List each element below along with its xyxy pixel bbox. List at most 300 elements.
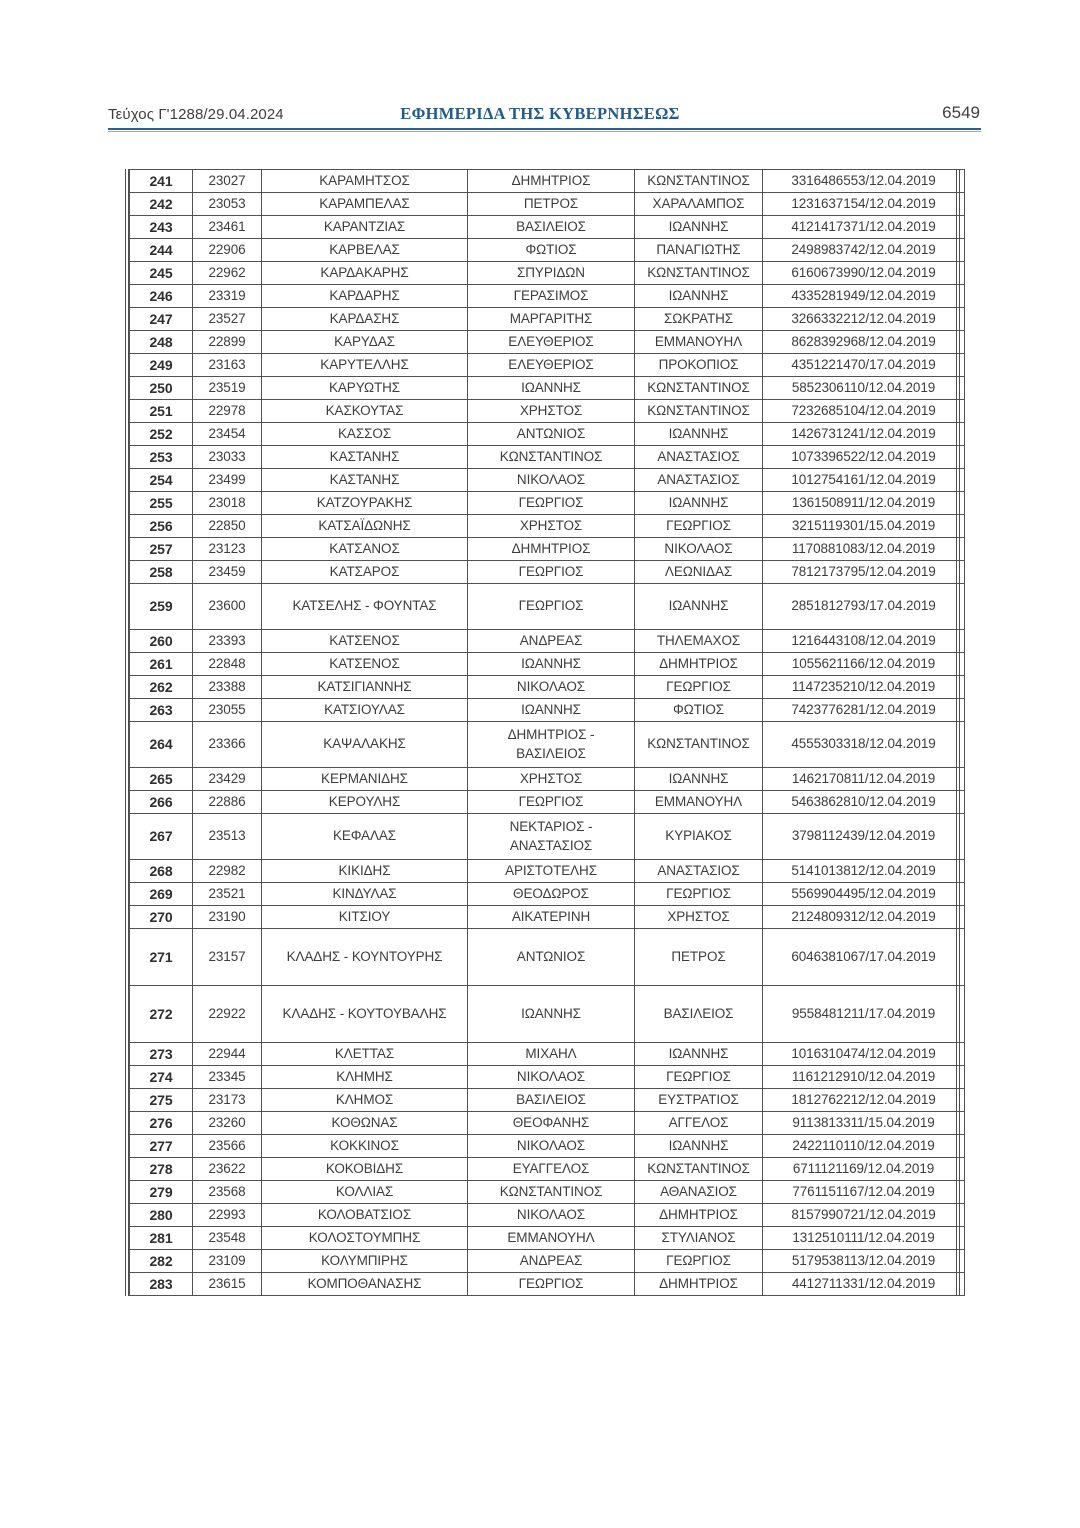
surname-cell: ΚΕΦΑΛΑΣ [262, 814, 468, 860]
first-name-cell: ΑΝΤΩΝΙΟΣ [468, 929, 635, 986]
row-number-cell: 246 [130, 285, 193, 308]
table-row [130, 1112, 965, 1135]
registry-id-cell: 22906 [193, 239, 262, 262]
table-row [130, 1158, 965, 1181]
surname-cell: ΚΟΘΩΝΑΣ [262, 1112, 468, 1135]
table-row [130, 630, 965, 653]
protocol-date-cell: 4351221470/17.04.2019 [763, 354, 965, 377]
row-number-cell: 267 [130, 814, 193, 860]
first-name-cell: ΝΙΚΟΛΑΟΣ [468, 1204, 635, 1227]
table-row [130, 1204, 965, 1227]
first-name-cell: ΓΕΩΡΓΙΟΣ [468, 791, 635, 814]
first-name-cell: ΘΕΟΦΑΝΗΣ [468, 1112, 635, 1135]
row-number-cell: 272 [130, 986, 193, 1043]
first-name-cell: ΝΙΚΟΛΑΟΣ [468, 676, 635, 699]
row-number-cell: 261 [130, 653, 193, 676]
surname-cell: ΚΑΡΥΔΑΣ [262, 331, 468, 354]
father-name-cell: ΚΩΝΣΤΑΝΤΙΝΟΣ [635, 400, 763, 423]
father-name-cell: ΓΕΩΡΓΙΟΣ [635, 1066, 763, 1089]
row-number-cell: 270 [130, 906, 193, 929]
protocol-date-cell: 1055621166/12.04.2019 [763, 653, 965, 676]
first-name-cell: ΓΕΩΡΓΙΟΣ [468, 1273, 635, 1296]
protocol-date-cell: 7423776281/12.04.2019 [763, 699, 965, 722]
table-row [130, 262, 965, 285]
first-name-cell: ΦΩΤΙΟΣ [468, 239, 635, 262]
table-row [130, 285, 965, 308]
table-row [130, 446, 965, 469]
protocol-date-cell: 1170881083/12.04.2019 [763, 538, 965, 561]
protocol-date-cell: 3798112439/12.04.2019 [763, 814, 965, 860]
father-name-cell: ΤΗΛΕΜΑΧΟΣ [635, 630, 763, 653]
first-name-cell: ΓΕΡΑΣΙΜΟΣ [468, 285, 635, 308]
registry-id-cell: 23568 [193, 1181, 262, 1204]
row-number-cell: 252 [130, 423, 193, 446]
surname-cell: ΚΑΨΑΛΑΚΗΣ [262, 722, 468, 768]
protocol-date-cell: 3316486553/12.04.2019 [763, 170, 965, 193]
father-name-cell: ΑΝΑΣΤΑΣΙΟΣ [635, 446, 763, 469]
protocol-date-cell: 1462170811/12.04.2019 [763, 768, 965, 791]
protocol-date-cell: 1426731241/12.04.2019 [763, 423, 965, 446]
surname-cell: ΚΑΡΑΝΤΖΙΑΣ [262, 216, 468, 239]
first-name-cell: ΧΡΗΣΤΟΣ [468, 768, 635, 791]
table-row [130, 1089, 965, 1112]
father-name-cell: ΙΩΑΝΝΗΣ [635, 768, 763, 791]
protocol-date-cell: 5179538113/12.04.2019 [763, 1250, 965, 1273]
surname-cell: ΚΑΡΑΜΠΕΛΑΣ [262, 193, 468, 216]
registry-id-cell: 23319 [193, 285, 262, 308]
surname-cell: ΚΑΡΥΩΤΗΣ [262, 377, 468, 400]
protocol-date-cell: 6046381067/17.04.2019 [763, 929, 965, 986]
father-name-cell: ΣΤΥΛΙΑΝΟΣ [635, 1227, 763, 1250]
father-name-cell: ΑΝΑΣΤΑΣΙΟΣ [635, 860, 763, 883]
registry-table-wrapper [125, 169, 960, 1296]
row-number-cell: 280 [130, 1204, 193, 1227]
table-row [130, 400, 965, 423]
father-name-cell: ΧΡΗΣΤΟΣ [635, 906, 763, 929]
registry-id-cell: 23454 [193, 423, 262, 446]
row-number-cell: 258 [130, 561, 193, 584]
row-number-cell: 241 [130, 170, 193, 193]
registry-id-cell: 23123 [193, 538, 262, 561]
registry-id-cell: 22978 [193, 400, 262, 423]
protocol-date-cell: 2498983742/12.04.2019 [763, 239, 965, 262]
first-name-cell: ΣΠΥΡΙΔΩΝ [468, 262, 635, 285]
table-row [130, 469, 965, 492]
father-name-cell: ΙΩΑΝΝΗΣ [635, 423, 763, 446]
protocol-date-cell: 6160673990/12.04.2019 [763, 262, 965, 285]
surname-cell: ΚΕΡΟΥΛΗΣ [262, 791, 468, 814]
registry-id-cell: 23157 [193, 929, 262, 986]
table-row [130, 722, 965, 768]
first-name-cell: ΓΕΩΡΓΙΟΣ [468, 561, 635, 584]
row-number-cell: 273 [130, 1043, 193, 1066]
father-name-cell: ΓΕΩΡΓΙΟΣ [635, 515, 763, 538]
first-name-cell: ΧΡΗΣΤΟΣ [468, 515, 635, 538]
row-number-cell: 257 [130, 538, 193, 561]
protocol-date-cell: 4555303318/12.04.2019 [763, 722, 965, 768]
table-row [130, 1227, 965, 1250]
first-name-cell: ΜΙΧΑΗΛ [468, 1043, 635, 1066]
protocol-date-cell: 1812762212/12.04.2019 [763, 1089, 965, 1112]
father-name-cell: ΑΓΓΕΛΟΣ [635, 1112, 763, 1135]
father-name-cell: ΠΡΟΚΟΠΙΟΣ [635, 354, 763, 377]
protocol-date-cell: 2851812793/17.04.2019 [763, 584, 965, 630]
registry-id-cell: 22982 [193, 860, 262, 883]
father-name-cell: ΒΑΣΙΛΕΙΟΣ [635, 986, 763, 1043]
header-rule-dark-line [108, 128, 981, 130]
father-name-cell: ΚΩΝΣΤΑΝΤΙΝΟΣ [635, 722, 763, 768]
table-row [130, 1273, 965, 1296]
father-name-cell: ΕΜΜΑΝΟΥΗΛ [635, 331, 763, 354]
row-number-cell: 268 [130, 860, 193, 883]
father-name-cell: ΙΩΑΝΝΗΣ [635, 216, 763, 239]
father-name-cell: ΚΩΝΣΤΑΝΤΙΝΟΣ [635, 1158, 763, 1181]
registry-id-cell: 22944 [193, 1043, 262, 1066]
registry-table [129, 169, 965, 1296]
registry-id-cell: 23388 [193, 676, 262, 699]
registry-id-cell: 22886 [193, 791, 262, 814]
table-row [130, 814, 965, 860]
table-row [130, 561, 965, 584]
table-row [130, 1135, 965, 1158]
table-row [130, 906, 965, 929]
surname-cell: ΚΟΛΟΣΤΟΥΜΠΗΣ [262, 1227, 468, 1250]
surname-cell: ΚΑΡΑΜΗΤΣΟΣ [262, 170, 468, 193]
row-number-cell: 262 [130, 676, 193, 699]
surname-cell: ΚΙΤΣΙΟΥ [262, 906, 468, 929]
registry-id-cell: 23499 [193, 469, 262, 492]
father-name-cell: ΝΙΚΟΛΑΟΣ [635, 538, 763, 561]
page-number: 6549 [942, 103, 980, 122]
row-number-cell: 282 [130, 1250, 193, 1273]
row-number-cell: 254 [130, 469, 193, 492]
registry-id-cell: 23527 [193, 308, 262, 331]
row-number-cell: 271 [130, 929, 193, 986]
protocol-date-cell: 7812173795/12.04.2019 [763, 561, 965, 584]
father-name-cell: ΕΜΜΑΝΟΥΗΛ [635, 791, 763, 814]
registry-id-cell: 23345 [193, 1066, 262, 1089]
protocol-date-cell: 5569904495/12.04.2019 [763, 883, 965, 906]
first-name-cell: ΝΙΚΟΛΑΟΣ [468, 1135, 635, 1158]
surname-cell: ΚΛΕΤΤΑΣ [262, 1043, 468, 1066]
registry-id-cell: 23519 [193, 377, 262, 400]
registry-id-cell: 23033 [193, 446, 262, 469]
row-number-cell: 247 [130, 308, 193, 331]
first-name-cell: ΝΙΚΟΛΑΟΣ [468, 1066, 635, 1089]
row-number-cell: 250 [130, 377, 193, 400]
registry-id-cell: 23513 [193, 814, 262, 860]
surname-cell: ΚΟΜΠΟΘΑΝΑΣΗΣ [262, 1273, 468, 1296]
surname-cell: ΚΟΚΟΒΙΔΗΣ [262, 1158, 468, 1181]
registry-id-cell: 23109 [193, 1250, 262, 1273]
registry-id-cell: 23055 [193, 699, 262, 722]
father-name-cell: ΔΗΜΗΤΡΙΟΣ [635, 1204, 763, 1227]
surname-cell: ΚΛΑΔΗΣ - ΚΟΥΤΟΥΒΑΛΗΣ [262, 986, 468, 1043]
protocol-date-cell: 1361508911/12.04.2019 [763, 492, 965, 515]
row-number-cell: 264 [130, 722, 193, 768]
table-row [130, 423, 965, 446]
father-name-cell: ΙΩΑΝΝΗΣ [635, 285, 763, 308]
surname-cell: ΚΑΣΣΟΣ [262, 423, 468, 446]
first-name-cell: ΕΛΕΥΘΕΡΙΟΣ [468, 354, 635, 377]
registry-id-cell: 23366 [193, 722, 262, 768]
table-row [130, 239, 965, 262]
first-name-cell: ΑΡΙΣΤΟΤΕΛΗΣ [468, 860, 635, 883]
father-name-cell: ΔΗΜΗΤΡΙΟΣ [635, 653, 763, 676]
header-rule [108, 128, 981, 132]
registry-id-cell: 23027 [193, 170, 262, 193]
registry-id-cell: 23018 [193, 492, 262, 515]
row-number-cell: 249 [130, 354, 193, 377]
table-row [130, 1181, 965, 1204]
first-name-cell: ΠΕΤΡΟΣ [468, 193, 635, 216]
table-row [130, 492, 965, 515]
father-name-cell: ΚΩΝΣΤΑΝΤΙΝΟΣ [635, 377, 763, 400]
row-number-cell: 251 [130, 400, 193, 423]
protocol-date-cell: 3266332212/12.04.2019 [763, 308, 965, 331]
registry-id-cell: 22993 [193, 1204, 262, 1227]
surname-cell: ΚΟΚΚΙΝΟΣ [262, 1135, 468, 1158]
first-name-cell: ΑΙΚΑΤΕΡΙΝΗ [468, 906, 635, 929]
protocol-date-cell: 2124809312/12.04.2019 [763, 906, 965, 929]
surname-cell: ΚΑΡΔΑΣΗΣ [262, 308, 468, 331]
surname-cell: ΚΑΤΖΟΥΡΑΚΗΣ [262, 492, 468, 515]
surname-cell: ΚΟΛΥΜΠΙΡΗΣ [262, 1250, 468, 1273]
protocol-date-cell: 5852306110/12.04.2019 [763, 377, 965, 400]
first-name-cell: ΝΙΚΟΛΑΟΣ [468, 469, 635, 492]
first-name-cell: ΒΑΣΙΛΕΙΟΣ [468, 1089, 635, 1112]
father-name-cell: ΚΩΝΣΤΑΝΤΙΝΟΣ [635, 170, 763, 193]
table-row [130, 986, 965, 1043]
protocol-date-cell: 9558481211/17.04.2019 [763, 986, 965, 1043]
registry-id-cell: 22922 [193, 986, 262, 1043]
row-number-cell: 263 [130, 699, 193, 722]
table-row [130, 791, 965, 814]
table-row [130, 216, 965, 239]
registry-id-cell: 23600 [193, 584, 262, 630]
table-row [130, 1043, 965, 1066]
surname-cell: ΚΑΤΣΕΝΟΣ [262, 653, 468, 676]
protocol-date-cell: 1312510111/12.04.2019 [763, 1227, 965, 1250]
row-number-cell: 269 [130, 883, 193, 906]
surname-cell: ΚΑΤΣΑΪΔΩΝΗΣ [262, 515, 468, 538]
registry-id-cell: 23622 [193, 1158, 262, 1181]
father-name-cell: ΛΕΩΝΙΔΑΣ [635, 561, 763, 584]
row-number-cell: 278 [130, 1158, 193, 1181]
registry-id-cell: 22848 [193, 653, 262, 676]
surname-cell: ΚΟΛΛΙΑΣ [262, 1181, 468, 1204]
protocol-date-cell: 4335281949/12.04.2019 [763, 285, 965, 308]
header-rule-light-line [108, 131, 981, 132]
issue-label: Τεύχος Γ'1288/29.04.2024 [108, 106, 284, 123]
row-number-cell: 274 [130, 1066, 193, 1089]
surname-cell: ΚΑΤΣΕΛΗΣ - ΦΟΥΝΤΑΣ [262, 584, 468, 630]
registry-id-cell: 23429 [193, 768, 262, 791]
surname-cell: ΚΕΡΜΑΝΙΔΗΣ [262, 768, 468, 791]
protocol-date-cell: 4121417371/12.04.2019 [763, 216, 965, 239]
table-row [130, 331, 965, 354]
table-row [130, 193, 965, 216]
first-name-cell: ΙΩΑΝΝΗΣ [468, 377, 635, 400]
protocol-date-cell: 7232685104/12.04.2019 [763, 400, 965, 423]
surname-cell: ΚΑΤΣΙΟΥΛΑΣ [262, 699, 468, 722]
row-number-cell: 259 [130, 584, 193, 630]
row-number-cell: 279 [130, 1181, 193, 1204]
gazette-title: ΕΦΗΜΕΡΙΔΑ ΤΗΣ ΚΥΒΕΡΝΗΣΕΩΣ [400, 104, 680, 123]
father-name-cell: ΔΗΜΗΤΡΙΟΣ [635, 1273, 763, 1296]
first-name-cell: ΙΩΑΝΝΗΣ [468, 699, 635, 722]
protocol-date-cell: 5141013812/12.04.2019 [763, 860, 965, 883]
first-name-cell: ΔΗΜΗΤΡΙΟΣ [468, 170, 635, 193]
protocol-date-cell: 8157990721/12.04.2019 [763, 1204, 965, 1227]
table-row [130, 1250, 965, 1273]
registry-id-cell: 22899 [193, 331, 262, 354]
father-name-cell: ΙΩΑΝΝΗΣ [635, 584, 763, 630]
registry-id-cell: 23393 [193, 630, 262, 653]
first-name-cell: ΙΩΑΝΝΗΣ [468, 986, 635, 1043]
row-number-cell: 277 [130, 1135, 193, 1158]
first-name-cell: ΜΑΡΓΑΡΙΤΗΣ [468, 308, 635, 331]
table-row [130, 860, 965, 883]
father-name-cell: ΙΩΑΝΝΗΣ [635, 1043, 763, 1066]
row-number-cell: 265 [130, 768, 193, 791]
row-number-cell: 275 [130, 1089, 193, 1112]
registry-id-cell: 23566 [193, 1135, 262, 1158]
protocol-date-cell: 3215119301/15.04.2019 [763, 515, 965, 538]
row-number-cell: 256 [130, 515, 193, 538]
registry-id-cell: 22850 [193, 515, 262, 538]
surname-cell: ΚΟΛΟΒΑΤΣΙΟΣ [262, 1204, 468, 1227]
row-number-cell: 242 [130, 193, 193, 216]
first-name-cell: ΓΕΩΡΓΙΟΣ [468, 584, 635, 630]
surname-cell: ΚΛΗΜΟΣ [262, 1089, 468, 1112]
registry-id-cell: 23260 [193, 1112, 262, 1135]
surname-cell: ΚΑΡΔΑΡΗΣ [262, 285, 468, 308]
table-row [130, 653, 965, 676]
surname-cell: ΚΑΡΥΤΕΛΛΗΣ [262, 354, 468, 377]
row-number-cell: 253 [130, 446, 193, 469]
father-name-cell: ΣΩΚΡΑΤΗΣ [635, 308, 763, 331]
registry-id-cell: 23521 [193, 883, 262, 906]
surname-cell: ΚΑΡΒΕΛΑΣ [262, 239, 468, 262]
registry-table-body [130, 170, 965, 1296]
registry-id-cell: 23163 [193, 354, 262, 377]
registry-id-cell: 23459 [193, 561, 262, 584]
protocol-date-cell: 1147235210/12.04.2019 [763, 676, 965, 699]
registry-id-cell: 23615 [193, 1273, 262, 1296]
protocol-date-cell: 1012754161/12.04.2019 [763, 469, 965, 492]
father-name-cell: ΕΥΣΤΡΑΤΙΟΣ [635, 1089, 763, 1112]
father-name-cell: ΦΩΤΙΟΣ [635, 699, 763, 722]
row-number-cell: 281 [130, 1227, 193, 1250]
table-row [130, 883, 965, 906]
surname-cell: ΚΛΑΔΗΣ - ΚΟΥΝΤΟΥΡΗΣ [262, 929, 468, 986]
registry-id-cell: 23190 [193, 906, 262, 929]
table-row [130, 377, 965, 400]
first-name-cell: ΒΑΣΙΛΕΙΟΣ [468, 216, 635, 239]
surname-cell: ΚΑΣΚΟΥΤΑΣ [262, 400, 468, 423]
father-name-cell: ΙΩΑΝΝΗΣ [635, 492, 763, 515]
surname-cell: ΚΛΗΜΗΣ [262, 1066, 468, 1089]
table-row [130, 584, 965, 630]
table-row [130, 768, 965, 791]
table-row [130, 515, 965, 538]
first-name-cell: ΑΝΤΩΝΙΟΣ [468, 423, 635, 446]
table-row [130, 1066, 965, 1089]
first-name-cell: ΙΩΑΝΝΗΣ [468, 653, 635, 676]
registry-id-cell: 23173 [193, 1089, 262, 1112]
surname-cell: ΚΙΚΙΔΗΣ [262, 860, 468, 883]
protocol-date-cell: 2422110110/12.04.2019 [763, 1135, 965, 1158]
surname-cell: ΚΑΤΣΑΡΟΣ [262, 561, 468, 584]
row-number-cell: 255 [130, 492, 193, 515]
first-name-cell: ΧΡΗΣΤΟΣ [468, 400, 635, 423]
protocol-date-cell: 4412711331/12.04.2019 [763, 1273, 965, 1296]
table-row [130, 170, 965, 193]
surname-cell: ΚΑΡΔΑΚΑΡΗΣ [262, 262, 468, 285]
protocol-date-cell: 9113813311/15.04.2019 [763, 1112, 965, 1135]
protocol-date-cell: 5463862810/12.04.2019 [763, 791, 965, 814]
father-name-cell: ΓΕΩΡΓΙΟΣ [635, 1250, 763, 1273]
first-name-cell: ΓΕΩΡΓΙΟΣ [468, 492, 635, 515]
surname-cell: ΚΑΣΤΑΝΗΣ [262, 469, 468, 492]
table-row [130, 538, 965, 561]
father-name-cell: ΚΩΝΣΤΑΝΤΙΝΟΣ [635, 262, 763, 285]
surname-cell: ΚΙΝΔΥΛΑΣ [262, 883, 468, 906]
first-name-cell: ΚΩΝΣΤΑΝΤΙΝΟΣ [468, 446, 635, 469]
protocol-date-cell: 1073396522/12.04.2019 [763, 446, 965, 469]
first-name-cell: ΚΩΝΣΤΑΝΤΙΝΟΣ [468, 1181, 635, 1204]
father-name-cell: ΓΕΩΡΓΙΟΣ [635, 883, 763, 906]
table-row [130, 699, 965, 722]
surname-cell: ΚΑΤΣΑΝΟΣ [262, 538, 468, 561]
row-number-cell: 283 [130, 1273, 193, 1296]
protocol-date-cell: 6711121169/12.04.2019 [763, 1158, 965, 1181]
father-name-cell: ΓΕΩΡΓΙΟΣ [635, 676, 763, 699]
registry-id-cell: 23548 [193, 1227, 262, 1250]
first-name-cell: ΝΕΚΤΑΡΙΟΣ - ΑΝΑΣΤΑΣΙΟΣ [468, 814, 635, 860]
row-number-cell: 266 [130, 791, 193, 814]
row-number-cell: 244 [130, 239, 193, 262]
surname-cell: ΚΑΤΣΙΓΙΑΝΝΗΣ [262, 676, 468, 699]
surname-cell: ΚΑΤΣΕΝΟΣ [262, 630, 468, 653]
protocol-date-cell: 1231637154/12.04.2019 [763, 193, 965, 216]
father-name-cell: ΚΥΡΙΑΚΟΣ [635, 814, 763, 860]
father-name-cell: ΑΝΑΣΤΑΣΙΟΣ [635, 469, 763, 492]
protocol-date-cell: 8628392968/12.04.2019 [763, 331, 965, 354]
father-name-cell: ΧΑΡΑΛΑΜΠΟΣ [635, 193, 763, 216]
first-name-cell: ΔΗΜΗΤΡΙΟΣ [468, 538, 635, 561]
first-name-cell: ΕΛΕΥΘΕΡΙΟΣ [468, 331, 635, 354]
row-number-cell: 276 [130, 1112, 193, 1135]
protocol-date-cell: 1216443108/12.04.2019 [763, 630, 965, 653]
first-name-cell: ΘΕΟΔΩΡΟΣ [468, 883, 635, 906]
table-row [130, 676, 965, 699]
registry-id-cell: 22962 [193, 262, 262, 285]
protocol-date-cell: 1161212910/12.04.2019 [763, 1066, 965, 1089]
father-name-cell: ΑΘΑΝΑΣΙΟΣ [635, 1181, 763, 1204]
table-row [130, 354, 965, 377]
father-name-cell: ΠΕΤΡΟΣ [635, 929, 763, 986]
row-number-cell: 260 [130, 630, 193, 653]
table-row [130, 929, 965, 986]
father-name-cell: ΠΑΝΑΓΙΩΤΗΣ [635, 239, 763, 262]
row-number-cell: 248 [130, 331, 193, 354]
protocol-date-cell: 7761151167/12.04.2019 [763, 1181, 965, 1204]
registry-id-cell: 23053 [193, 193, 262, 216]
table-row [130, 308, 965, 331]
protocol-date-cell: 1016310474/12.04.2019 [763, 1043, 965, 1066]
